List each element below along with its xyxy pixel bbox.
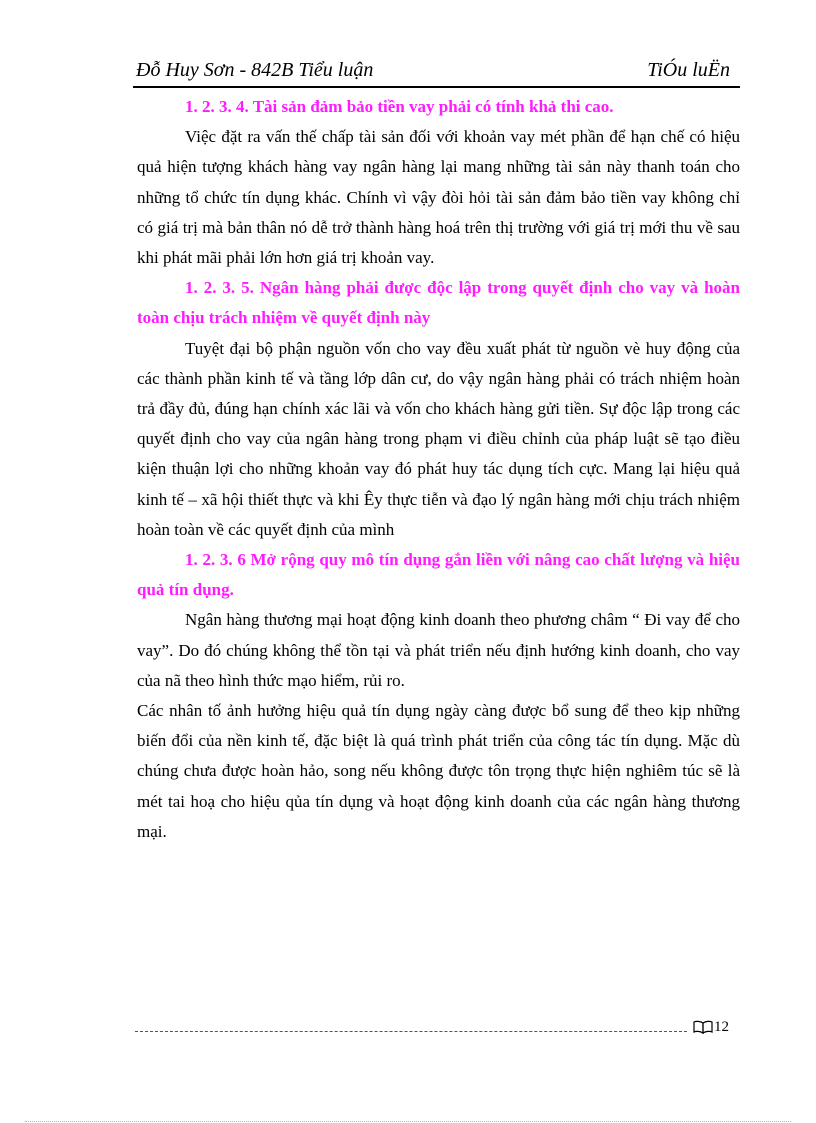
section-heading: 1. 2. 3. 4. Tài sản đảm bảo tiền vay phải có tính khả thi cao. [185, 97, 614, 116]
footer-divider [135, 1031, 687, 1032]
body-paragraph: Các nhân tố ảnh hưởng hiệu quả tín dụng ngày càng được bổ sung để theo kịp những biến đổi của nền kinh tế, đặc biệt là quá trình phát triển của công tác tín dụng. Mặc dù chúng chưa được hoàn hảo, song nếu không được tôn trọng thực hiện nghiêm túc sẽ là mét tai hoạ cho hiệu qủa tín dụng và hoạt động kinh doanh của các ngân hàng thương mại. [137, 701, 740, 841]
body-paragraph: Ngân hàng thương mại hoạt động kinh doanh theo phương châm “ Đi vay để cho vay”. Do đó chúng không thể tồn tại và phát triển nếu định hướng kinh doanh, cho vay của nã theo hình thức mạo hiểm, rủi ro. [137, 610, 740, 690]
section-heading: 1. 2. 3. 6 Mở rộng quy mô tín dụng gắn liền với nâng cao chất lượng và hiệu quả tín dụng. [137, 550, 740, 600]
header-label: TiÓu luËn [647, 59, 730, 81]
document-body [137, 92, 740, 847]
book-icon [693, 1020, 713, 1034]
header-author-title: Đỗ Huy Sơn - 842B Tiểu luận [136, 59, 374, 81]
page-header [133, 52, 740, 88]
page-number: 12 [714, 1019, 729, 1035]
page-bottom-border [25, 1121, 791, 1122]
body-paragraph: Tuyệt đại bộ phận nguồn vốn cho vay đều xuất phát từ nguồn vè huy động của các thành phần kinh tế và tầng lớp dân cư, do vậy ngân hàng phải có trách nhiệm hoàn trả đầy đủ, đúng hạn chính xác lãi và vốn cho khách hàng gửi tiền. Sự độc lập trong các quyết định cho vay của ngân hàng trong phạm vi điều chỉnh của pháp luật sẽ tạo điều kiện thuận lợi cho những khoản vay đó phát huy tác dụng tích cực. Mang lại hiệu quả kinh tế – xã hội thiết thực và khi Êy thực tiễn và đạo lý ngân hàng mới chịu trách nhiệm hoàn toàn về các quyết định của mình [137, 338, 740, 539]
section-heading: 1. 2. 3. 5. Ngân hàng phải được độc lập trong quyết định cho vay và hoàn toàn chịu trách nhiệm về quyết định này [137, 278, 740, 328]
body-paragraph: Việc đặt ra vấn thế chấp tài sản đối với khoản vay mét phần để hạn chế có hiệu quả hiện tượng khách hàng vay ngân hàng lại mang những tài sản này thanh toán cho những tổ chức tín dụng khác. Chính vì vậy đòi hỏi tài sản đảm bảo tiền vay không chỉ có giá trị mà bản thân nó dễ trở thành hàng hoá trên thị trường với giá trị mới thu về sau khi phát mãi phải lớn hơn giá trị khoản vay. [137, 127, 740, 268]
